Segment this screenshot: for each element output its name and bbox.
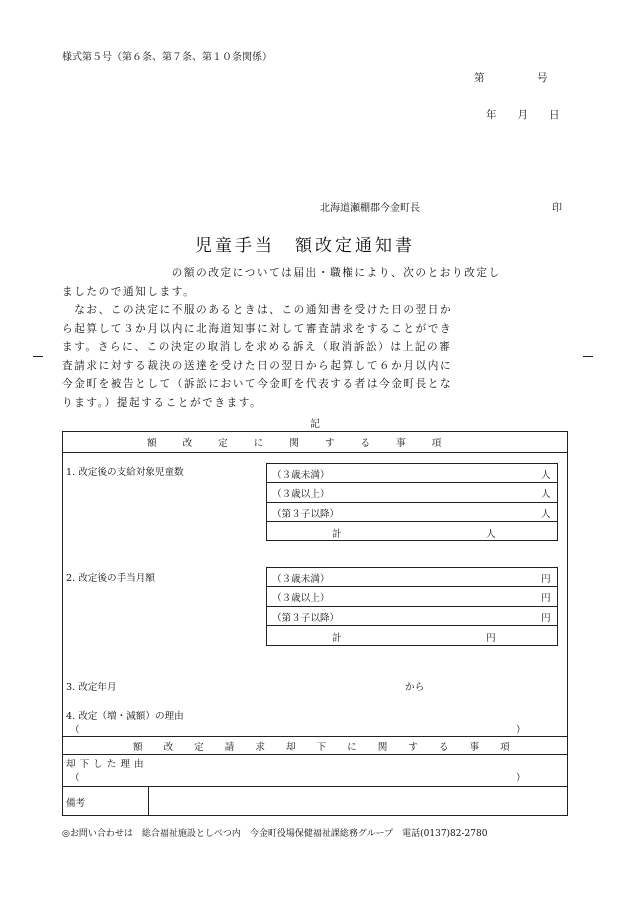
rejection-reason-label: 却下した理由 xyxy=(66,759,148,770)
close-paren: ） xyxy=(516,725,526,736)
unit-yen: 円 xyxy=(541,574,551,585)
unit-yen: 円 xyxy=(541,613,551,624)
body-line: ましたので通知します。 xyxy=(62,285,196,298)
item3-label: 3. 改定年月 xyxy=(66,682,117,693)
row-label-over3: （３歳以上） xyxy=(272,489,330,500)
divider xyxy=(62,786,568,787)
date-label: 年 月 日 xyxy=(486,109,560,121)
issuer-name: 北海道瀬棚郡今金町長 xyxy=(320,203,420,214)
seal-mark: 印 xyxy=(552,203,562,214)
body-line: 査請求に対する裁決の送達を受けた日の翌日から起算して６か月以内に xyxy=(62,359,453,372)
form-reference: 様式第５号（第６条、第７条、第１０条関係） xyxy=(62,52,272,63)
body-line: なお、この決定に不服のあるときは、この通知書を受けた日の翌日か xyxy=(62,304,453,316)
ki-label: 記 xyxy=(310,419,320,430)
divider xyxy=(62,452,568,453)
row-label-under3: （３歳未満） xyxy=(272,470,330,481)
row-label-third-child: （第３子以降） xyxy=(272,509,340,520)
divider xyxy=(266,502,558,503)
divider xyxy=(266,482,558,483)
item2-label: 2. 改定後の手当月額 xyxy=(66,573,155,584)
body-line: 今金町を被告として（訴訟において今金町を代表する者は今金町長とな xyxy=(62,378,453,390)
unit-yen: 円 xyxy=(541,593,551,604)
divider xyxy=(62,736,568,737)
item4-label: 4. 改定（増・減額）の理由 xyxy=(66,711,184,722)
divider xyxy=(62,754,568,755)
divider xyxy=(266,586,558,587)
divider xyxy=(266,606,558,607)
section-header-rejection: 額改定請求却下に関する事項 xyxy=(133,742,531,753)
total-label: 計 xyxy=(332,633,342,644)
unit-persons: 人 xyxy=(541,470,551,481)
row-label-under3: （３歳未満） xyxy=(272,574,330,585)
divider xyxy=(266,521,558,522)
divider xyxy=(148,786,149,816)
body-line: ります。）提起することができます。 xyxy=(62,396,263,409)
unit-persons: 人 xyxy=(541,509,551,520)
unit-persons: 人 xyxy=(541,489,551,500)
fold-mark-left xyxy=(33,356,43,357)
divider xyxy=(266,625,558,626)
row-label-over3: （３歳以上） xyxy=(272,593,330,604)
contact-footer: ◎お問い合わせは 総合福祉施設としべつ内 今金町役場保健福祉課総務グループ 電話(0137)82-2780 xyxy=(62,829,488,839)
document-number-label: 第 号 xyxy=(474,72,548,84)
row-label-third-child: （第３子以降） xyxy=(272,613,340,624)
fold-mark-right xyxy=(583,356,593,357)
section-header-revision: 額改定に関する事項 xyxy=(147,438,468,449)
total-unit-persons: 人 xyxy=(486,529,496,540)
open-paren: （ xyxy=(70,725,80,736)
body-line: ます。さらに、この決定の取消しを求める訴え（取消訴訟）は上記の審 xyxy=(62,341,452,353)
close-paren: ） xyxy=(516,773,526,784)
document-title: 児童手当 額改定通知書 xyxy=(195,236,415,256)
remarks-label: 備考 xyxy=(66,798,86,809)
body-line: ら起算して３か月以内に北海道知事に対して審査請求をすることができ xyxy=(62,322,453,335)
open-paren: （ xyxy=(70,773,80,784)
body-text xyxy=(62,264,568,412)
from-label: から xyxy=(405,682,425,693)
item1-label: 1. 改定後の支給対象児童数 xyxy=(66,467,184,478)
body-line: の額の改定については届出・職権により、次のとおり改定し xyxy=(62,267,501,279)
total-unit-yen: 円 xyxy=(486,633,496,644)
total-label: 計 xyxy=(332,529,342,540)
